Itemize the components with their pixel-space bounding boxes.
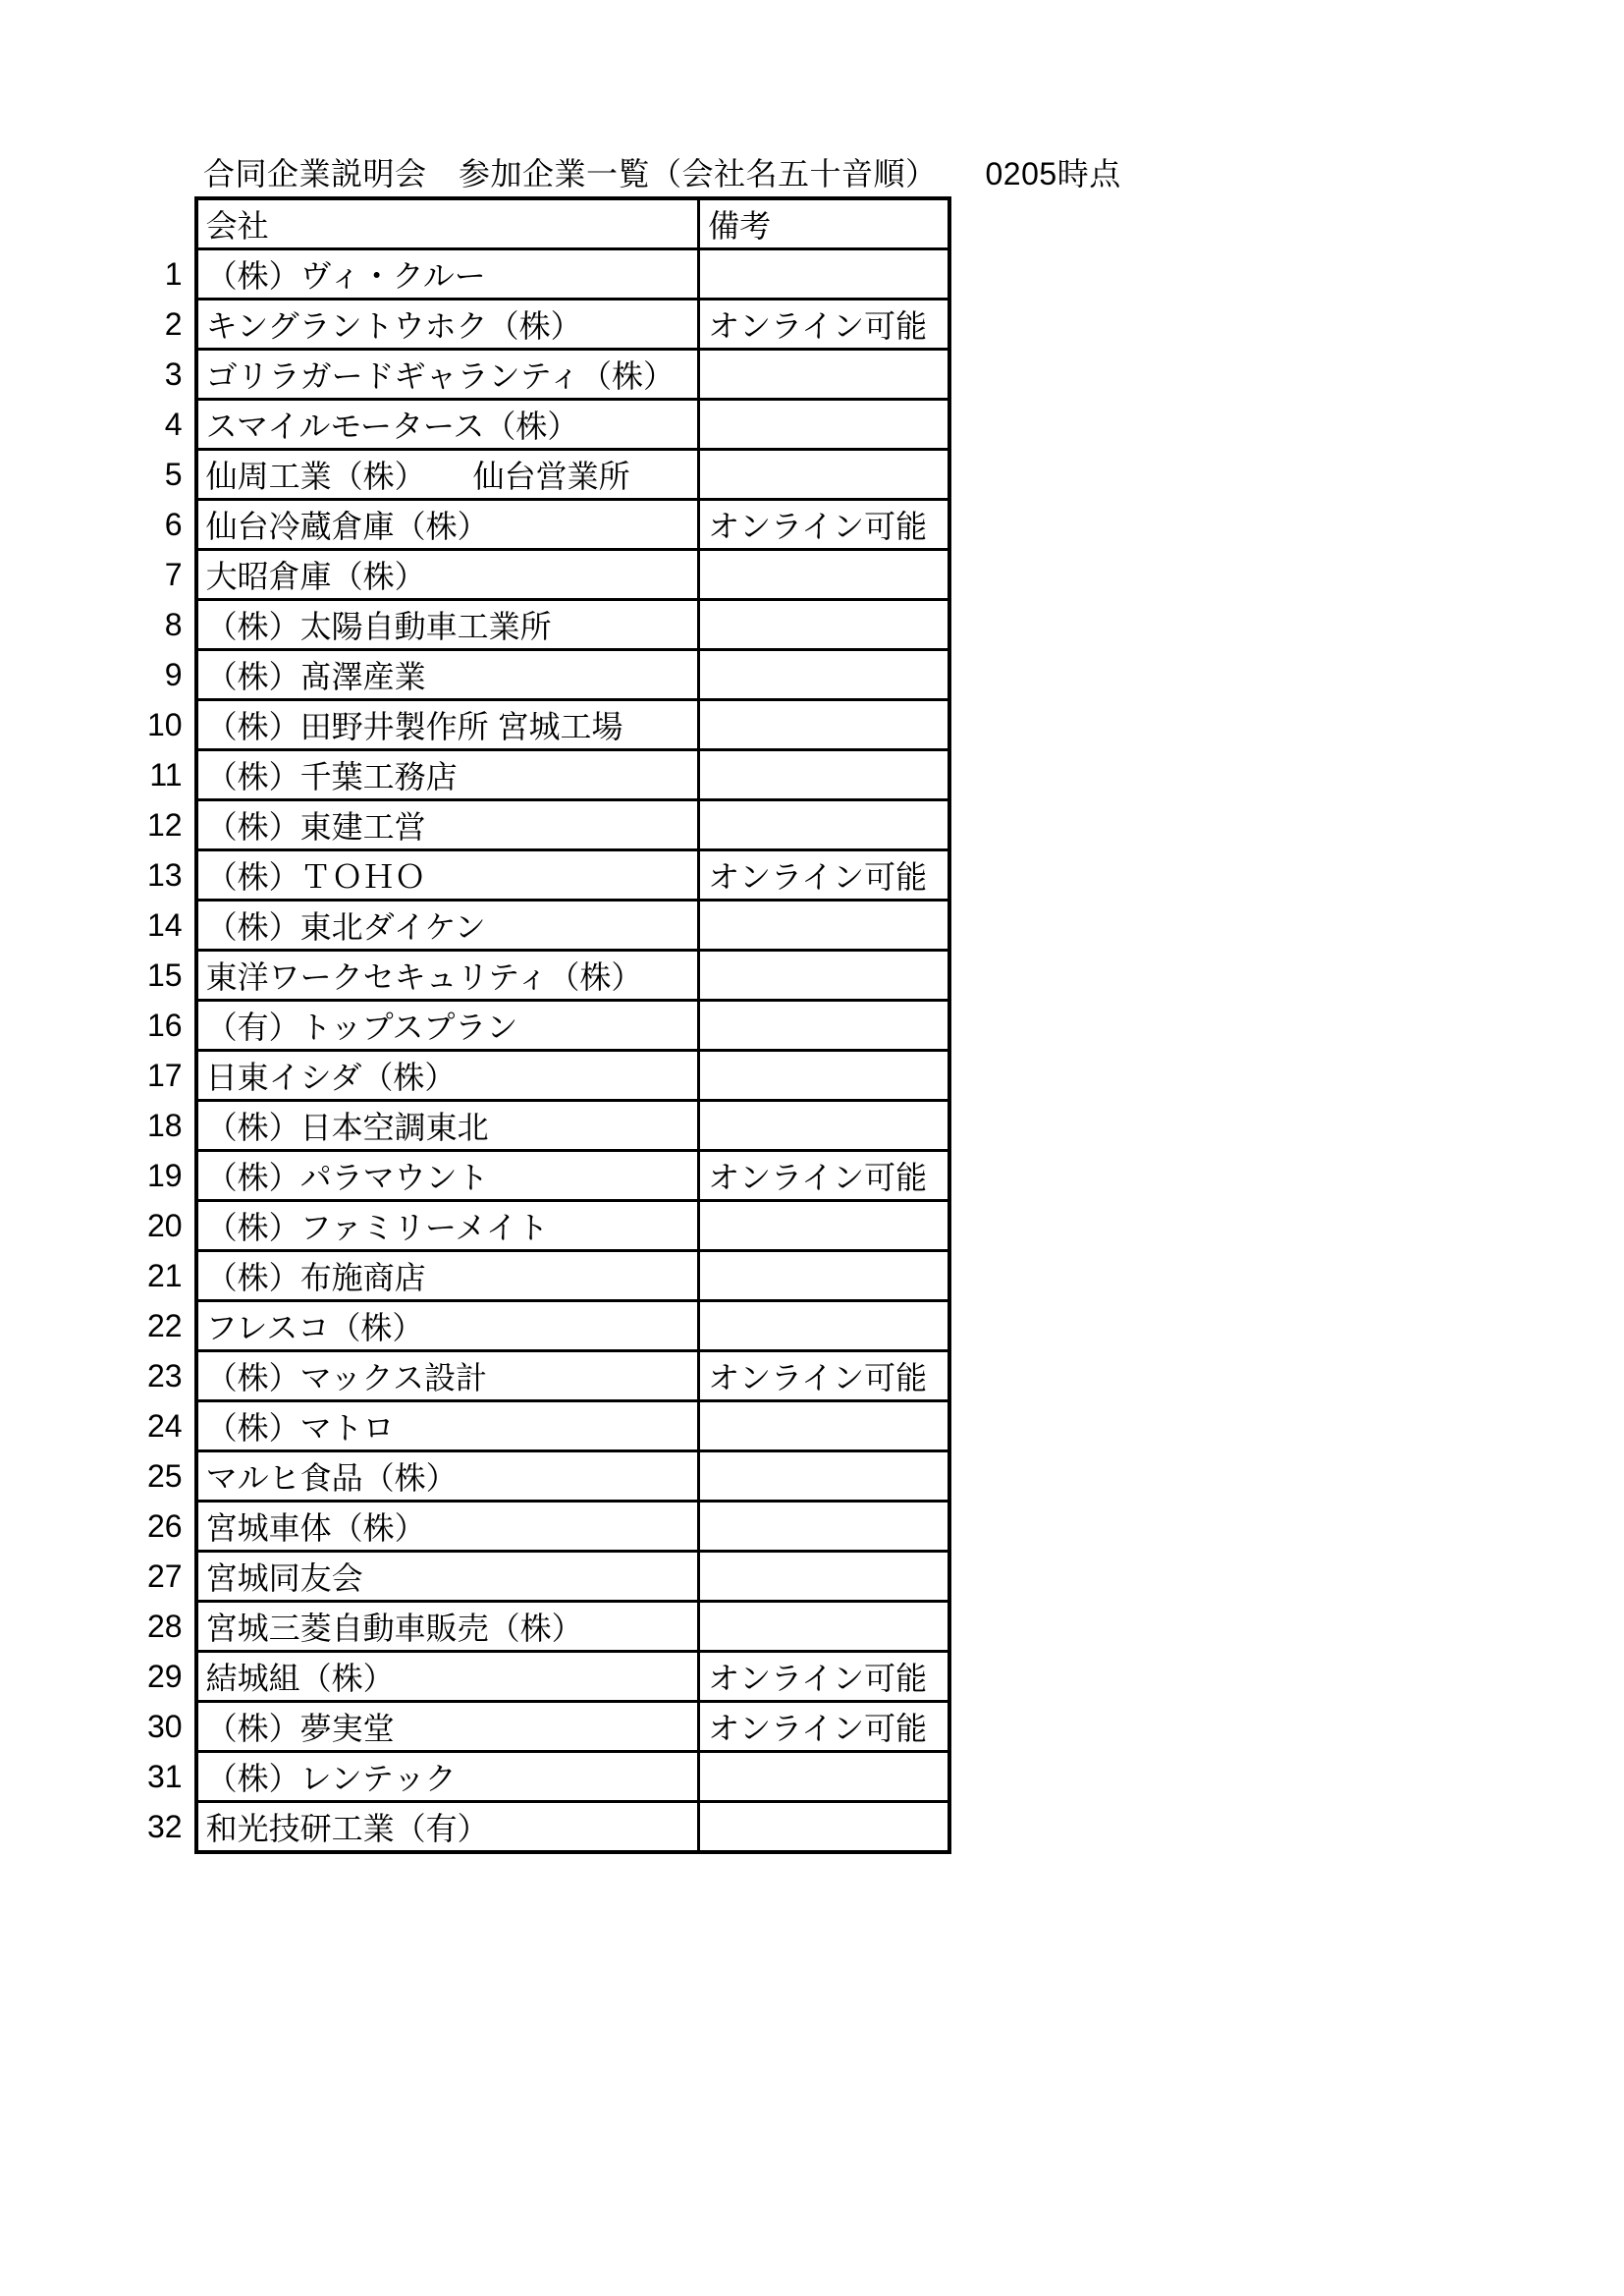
company-cell: 仙台冷蔵倉庫（株） [196,500,699,550]
row-number: 10 [147,706,183,742]
row-number: 14 [147,906,183,943]
row-number: 8 [164,606,183,642]
row-number: 18 [147,1107,183,1143]
table-row [147,450,949,500]
remarks-cell [699,1552,949,1602]
company-cell: 結城組（株） [196,1652,699,1702]
remarks-cell: オンライン可能 [699,850,949,901]
row-number: 19 [147,1157,183,1193]
table-row [147,1051,949,1101]
company-cell: （株）太陽自動車工業所 [196,600,699,650]
company-cell: 宮城三菱自動車販売（株） [196,1602,699,1652]
company-cell: キングラントウホク（株） [196,300,699,350]
company-cell: （株）マックス設計 [196,1351,699,1401]
row-number: 26 [147,1507,183,1544]
table-row [147,1251,949,1301]
header-corner-cell [147,198,196,249]
row-number: 9 [164,656,183,692]
remarks-cell [699,1401,949,1451]
page-title: 合同企業説明会 参加企業一覧（会社名五十音順） 0205時点 [203,156,1121,191]
remarks-cell [699,750,949,800]
company-cell: （株）日本空調東北 [196,1101,699,1151]
company-cell: （株）夢実堂 [196,1702,699,1752]
row-number: 6 [164,506,183,542]
row-number: 13 [147,856,183,893]
remarks-cell [699,400,949,450]
company-table [147,196,951,1854]
row-number: 25 [147,1457,183,1494]
company-cell: （株）東北ダイケン [196,901,699,951]
table-row [147,1502,949,1552]
remarks-cell [699,550,949,600]
row-number: 15 [147,957,183,993]
table-row [147,1101,949,1151]
row-number: 21 [147,1257,183,1293]
remarks-cell [699,1201,949,1251]
company-cell: マルヒ食品（株） [196,1451,699,1502]
company-cell: 大昭倉庫（株） [196,550,699,600]
company-cell: 宮城同友会 [196,1552,699,1602]
row-number: 11 [149,756,183,793]
remarks-cell [699,700,949,750]
row-number: 5 [164,456,183,492]
table-row [147,1702,949,1752]
company-cell: （株）レンテック [196,1752,699,1802]
table-row [147,300,949,350]
company-table-header [147,198,949,249]
remarks-cell [699,1451,949,1502]
remarks-cell [699,1301,949,1351]
table-row [147,1451,949,1502]
remarks-cell [699,1602,949,1652]
company-cell: ゴリラガードギャランティ（株） [196,350,699,400]
remarks-cell: オンライン可能 [699,500,949,550]
row-number: 4 [164,406,183,442]
company-cell: 宮城車体（株） [196,1502,699,1552]
table-row [147,1401,949,1451]
table-row [147,1752,949,1802]
table-row [147,600,949,650]
table-row [147,500,949,550]
company-table-body [147,249,949,1853]
remarks-cell [699,901,949,951]
table-row [147,650,949,700]
remarks-cell: オンライン可能 [699,300,949,350]
row-number: 29 [147,1658,183,1694]
table-row [147,550,949,600]
row-number: 27 [147,1558,183,1594]
remarks-cell [699,600,949,650]
row-number: 32 [147,1808,183,1844]
table-row [147,350,949,400]
remarks-cell: オンライン可能 [699,1151,949,1201]
header-row [147,198,949,249]
row-number: 7 [164,556,183,592]
company-cell: （株）ヴィ・クルー [196,249,699,300]
row-number: 20 [147,1207,183,1243]
row-number: 28 [147,1608,183,1644]
company-cell: （株）東建工営 [196,800,699,850]
remarks-cell [699,1752,949,1802]
table-row [147,249,949,300]
table-row [147,800,949,850]
row-number: 16 [147,1007,183,1043]
company-cell: （株）千葉工務店 [196,750,699,800]
table-row [147,1201,949,1251]
company-cell: （株）パラマウント [196,1151,699,1201]
remarks-cell: オンライン可能 [699,1351,949,1401]
remarks-cell [699,249,949,300]
company-cell: 和光技研工業（有） [196,1802,699,1853]
table-row [147,1001,949,1051]
row-number: 12 [147,806,183,843]
row-number: 3 [164,355,183,392]
remarks-cell [699,951,949,1001]
remarks-column-header: 備考 [699,198,949,249]
table-row [147,1301,949,1351]
remarks-cell [699,800,949,850]
table-row [147,901,949,951]
row-number: 23 [147,1357,183,1394]
company-cell: フレスコ（株） [196,1301,699,1351]
remarks-cell [699,1251,949,1301]
row-number: 1 [164,255,183,292]
remarks-cell [699,650,949,700]
remarks-cell [699,450,949,500]
remarks-cell [699,1802,949,1853]
remarks-cell [699,1001,949,1051]
table-row [147,700,949,750]
row-number: 22 [147,1307,183,1343]
table-row [147,1602,949,1652]
table-row [147,400,949,450]
table-row [147,951,949,1001]
table-row [147,1151,949,1201]
remarks-cell: オンライン可能 [699,1702,949,1752]
table-row [147,1552,949,1602]
table-row [147,750,949,800]
row-number: 31 [147,1758,183,1794]
table-row [147,1802,949,1853]
company-column-header: 会社 [196,198,699,249]
remarks-cell [699,1502,949,1552]
company-cell: 東洋ワークセキュリティ（株） [196,951,699,1001]
company-cell: （株）田野井製作所 宮城工場 [196,700,699,750]
table-row [147,850,949,901]
remarks-cell [699,1051,949,1101]
row-number: 2 [164,305,183,342]
remarks-cell [699,350,949,400]
company-cell: （株）ＴＯＨＯ [196,850,699,901]
table-row [147,1652,949,1702]
remarks-cell: オンライン可能 [699,1652,949,1702]
row-number: 30 [147,1708,183,1744]
company-cell: （株）布施商店 [196,1251,699,1301]
company-cell: 日東イシダ（株） [196,1051,699,1101]
table-row [147,1351,949,1401]
company-cell: （有）トップスプラン [196,1001,699,1051]
row-number: 17 [147,1057,183,1093]
company-cell: （株）マトロ [196,1401,699,1451]
company-cell: （株）ファミリーメイト [196,1201,699,1251]
row-number: 24 [147,1407,183,1444]
company-cell: スマイルモータース（株） [196,400,699,450]
company-cell: （株）髙澤産業 [196,650,699,700]
remarks-cell [699,1101,949,1151]
company-cell: 仙周工業（株） 仙台営業所 [196,450,699,500]
